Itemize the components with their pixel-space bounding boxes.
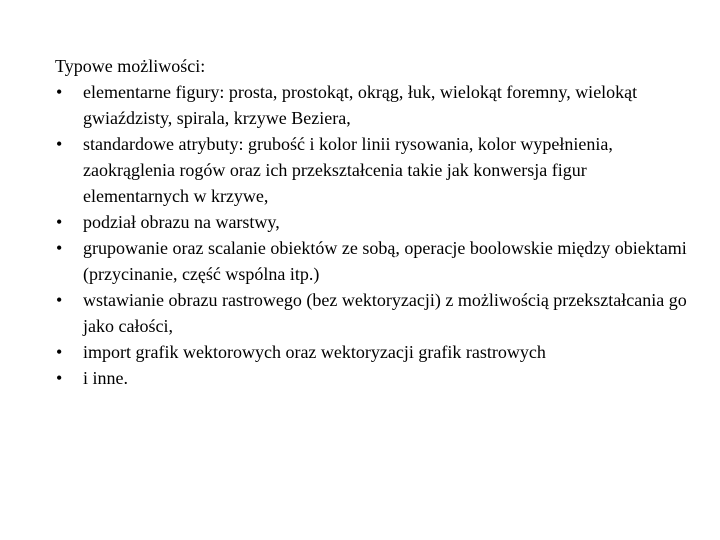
bullet-icon: • — [56, 342, 63, 362]
feature-list — [55, 79, 695, 391]
list-item-text: standardowe atrybuty: grubość i kolor linii rysowania, kolor wypełnienia, zaokrąglenia rogów oraz ich przekształcenia takie jak konwersja figur elementarnych w krzywe, — [83, 134, 613, 206]
list-item-text: i inne. — [83, 368, 128, 388]
list-item-text: grupowanie oraz scalanie obiektów ze sobą, operacje boolowskie między obiektami (przycinanie, część wspólna itp.) — [83, 238, 687, 284]
list-item-text: import grafik wektorowych oraz wektoryzacji grafik rastrowych — [83, 342, 546, 362]
list-item — [55, 339, 695, 365]
list-item — [55, 209, 695, 235]
bullet-icon: • — [56, 82, 63, 102]
list-item-text: elementarne figury: prosta, prostokąt, okrąg, łuk, wielokąt foremny, wielokąt gwiaździsty, spirala, krzywe Beziera, — [83, 82, 638, 128]
list-item-text: podział obrazu na warstwy, — [83, 212, 280, 232]
list-item — [55, 235, 695, 287]
list-item — [55, 287, 695, 339]
bullet-icon: • — [56, 238, 63, 258]
list-item — [55, 131, 695, 209]
slide-content — [55, 53, 695, 391]
bullet-icon: • — [56, 212, 63, 232]
bullet-icon: • — [56, 290, 63, 310]
slide-heading: Typowe możliwości: — [55, 56, 206, 76]
list-item — [55, 365, 695, 391]
bullet-icon: • — [56, 134, 63, 154]
bullet-icon: • — [56, 368, 63, 388]
list-item — [55, 79, 695, 131]
list-item-text: wstawianie obrazu rastrowego (bez wektoryzacji) z możliwością przekształcania go jako całości, — [83, 290, 687, 336]
